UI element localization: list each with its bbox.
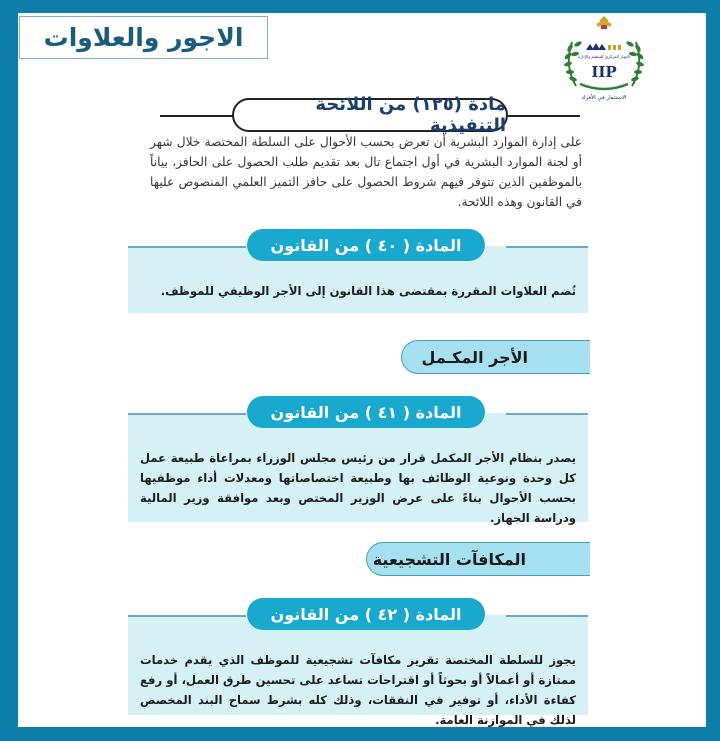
section-complementary-wage (401, 340, 590, 374)
logo-emblem-icon (558, 14, 650, 104)
divider (128, 246, 246, 248)
svg-text:الاستثمار في الأفراد: الاستثمار في الأفراد (581, 95, 627, 101)
pyramids-icon (586, 43, 606, 50)
article-body: يصدر بنظام الأجر المكمل قرار من رئيس مجلس الوزراء بمراعاة طبيعة عمل كل وحدة ونوعية الوظائف بها وطبيعة اختصاصاتها ومعدلات أداء موظفيها بحسب الأحوال بناءً على عرض الوزير المختص وبعد موافقة وزير المالية ودراسة الجهاز. (140, 451, 576, 525)
article-body: تُضم العلاوات المقررة بمقتضى هذا القانون إلى الأجر الوظيفي للموظف. (160, 284, 576, 298)
divider (128, 615, 246, 617)
regulation-body: على إدارة الموارد البشرية أن تعرض بحسب الأحوال على السلطة المختصة خلال شهر أو لجنة الموارد البشرية في أول اجتماع تال بعد تقديم طلب الحصول على الحافز، بياناً بالموظفين الذين تتوفر فيهم شروط الحصول على حافز التميز العلمي المنصوص عليها في القانون وهذه اللائحة. (150, 135, 582, 209)
article-heading: المادة ( ٤١ ) من القانون (247, 396, 485, 428)
regulation-heading (160, 94, 580, 136)
section-title: الأجر المكـمل (421, 347, 528, 367)
article-heading: المادة ( ٤٠ ) من القانون (247, 229, 485, 261)
divider (506, 413, 588, 415)
section-title: المكافآت التشجيعية (372, 549, 526, 569)
section-incentive-rewards (366, 542, 590, 576)
logo (558, 14, 650, 104)
svg-text:IIP: IIP (591, 63, 617, 81)
divider (160, 115, 233, 117)
article-42 (128, 598, 588, 727)
article-heading: المادة ( ٤٢ ) من القانون (247, 598, 485, 630)
article-40 (128, 229, 588, 313)
page-title: الاجور والعلاوات (43, 23, 244, 52)
svg-text:الجهاز المركزي للتنظيم والإدار: الجهاز المركزي للتنظيم والإدارة (577, 54, 631, 59)
divider (506, 615, 588, 617)
article-41 (128, 396, 588, 525)
divider (506, 246, 588, 248)
divider (128, 413, 246, 415)
eagle-icon (596, 16, 612, 29)
page-title-box (19, 16, 268, 59)
divider (508, 115, 580, 117)
regulation-heading-label: مادة (١٢٥) من اللائحة التنفيذية (232, 98, 508, 132)
article-body: يجوز للسلطة المختصة تقرير مكافآت تشجيعية للموظف الذي يقدم خدمات ممتازة أو أعمالاً أو بحوثاً أو اقتراحات تساعد على تحسين طرق العمل، أو رفع كفاءة الأداء، أو توفير في النفقات، وذلك كله بشرط سماح البند المخصص لذلك في الموازنة العامة. (140, 653, 576, 727)
